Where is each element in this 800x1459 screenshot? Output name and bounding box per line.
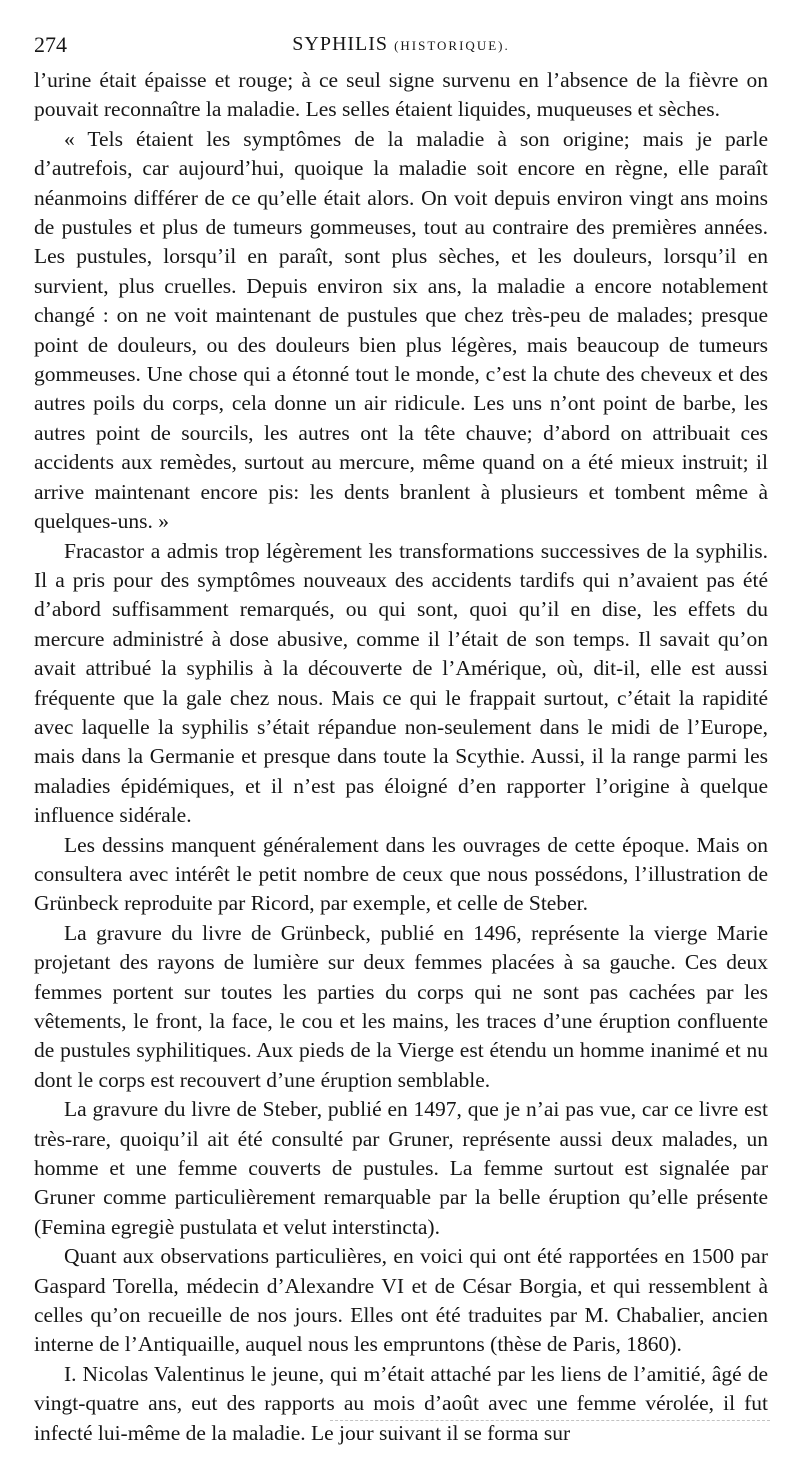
paragraph-case-one: I. Nicolas Valentinus le jeune, qui m’était attaché par les liens de l’amitié, âgé de vingt-quatre ans, eut des rapports au mois d’août avec une femme vérolée, il fut infecté lui-même de la maladie. Le jour suivant il se forma sur — [34, 1361, 768, 1445]
running-title-sub: (HISTORIQUE). — [394, 38, 510, 53]
running-title — [34, 30, 768, 60]
running-title-main: SYPHILIS — [292, 33, 389, 55]
running-head — [34, 30, 768, 66]
page-number: 274 — [34, 32, 67, 57]
paragraph-quotation: « Tels étaient les symptômes de la maladie à son origine; mais je parle d’autrefois, car aujourd’hui, quoique la maladie soit encore en règne, elle paraît néanmoins différer de ce qu’elle était alors. On voit depuis environ vingt ans moins de pustules et plus de tumeurs gommeuses, tout au contraire des premières années. Les pustules, lorsqu’il en paraît, sont plus sèches, et les douleurs, lorsqu’il en survient, plus cruelles. Depuis environ six ans, la maladie a encore notablement changé : on ne voit maintenant de pustules que chez très-peu de malades; presque point de douleurs, ou des douleurs bien plus légères, mais beaucoup de tumeurs gommeuses. Une chose qui a étonné tout le monde, c’est la chute des cheveux et des autres poils du corps, cela donne un air ridicule. Les uns n’ont point de barbe, les autres point de sourcils, les autres ont la tête chauve; d’abord on attribuait ces accidents aux remèdes, surtout au mercure, même quand on a été mieux instruit; il arrive maintenant encore pis: les dents branlent à plusieurs et tombent même à quelques-uns. » — [34, 126, 768, 534]
paragraph-fracastor: Fracastor a admis trop légèrement les transformations successives de la syphilis. Il a pris pour des symptômes nouveaux des accidents tardifs qui n’avaient pas été d’abord suffisamment remarqués, ou qui sont, quoi qu’il en dise, les effets du mercure administré à dose abusive, comme il l’était de son temps. Il savait qu’on avait attribué la syphilis à la découverte de l’Amérique, où, dit-il, elle est aussi fréquente que la gale chez nous. Mais ce qui le frappait surtout, c’était la rapidité avec laquelle la syphilis s’était répandue non-seulement dans le midi de l’Europe, mais dans la Germanie et presque dans toute la Scythie. Aussi, il la range parmi les maladies épidémiques, et il n’est pas éloigné d’en rapporter l’origine à quelque influence sidérale. — [34, 538, 768, 828]
paragraph-grunbeck: La gravure du livre de Grünbeck, publié en 1496, représente la vierge Marie projetant des rayons de lumière sur deux femmes placées à sa gauche. Ces deux femmes portent sur toutes les parties du corps qui ne sont pas cachées par les vêtements, le front, la face, le cou et les mains, les traces d’une éruption confluente de pustules syphilitiques. Aux pieds de la Vierge est étendu un homme inanimé et nu dont le corps est recouvert d’une éruption semblable. — [34, 920, 768, 1092]
book-page — [34, 30, 768, 1448]
paragraph-continuation: l’urine était épaisse et rouge; à ce seul signe survenu en l’absence de la fièvre on pouvait reconnaître la maladie. Les selles étaient liquides, muqueuses et sèches. — [34, 68, 768, 122]
paragraph-observations: Quant aux observations particulières, en voici qui ont été rapportées en 1500 par Gaspard Torella, médecin d’Alexandre VI et de César Borgia, et qui ressemblent à celles qu’on recueille de nos jours. Elles ont été traduites par M. Chabalier, ancien interne de l’Antiquaille, auquel nous les empruntons (thèse de Paris, 1860). — [34, 1244, 768, 1357]
paragraph-dessins: Les dessins manquent généralement dans les ouvrages de cette époque. Mais on consultera avec intérêt le petit nombre de ceux que nous possédons, l’illustration de Grünbeck reproduite par Ricord, par exemple, et celle de Steber. — [34, 832, 768, 916]
paragraph-steber: La gravure du livre de Steber, publié en 1497, que je n’ai pas vue, car ce livre est très-rare, quoiqu’il ait été consulté par Gruner, représente aussi deux malades, un homme et une femme couverts de pustules. La femme surtout est signalée par Gruner comme particulièrement remarquable par la belle éruption qu’elle présente (Femina egregiè pustulata et velut interstincta). — [34, 1097, 768, 1239]
bottom-rule — [330, 1420, 770, 1421]
